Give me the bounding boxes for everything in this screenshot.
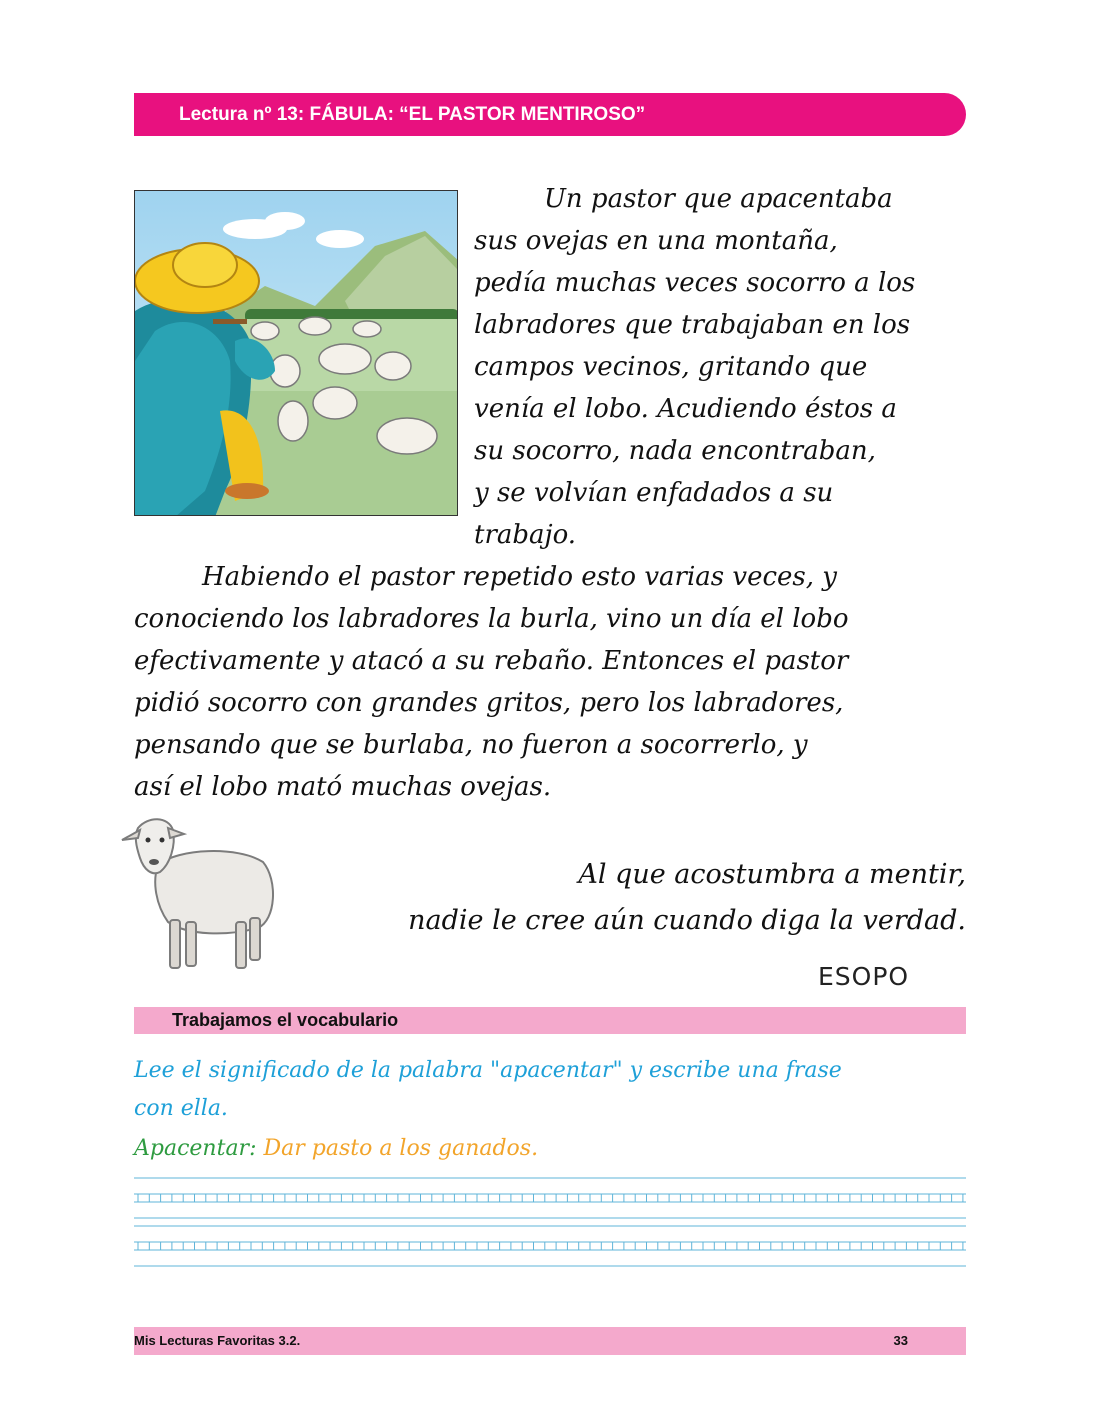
vocabulary-section-title: Trabajamos el vocabulario bbox=[172, 1010, 399, 1030]
vocabulary-definition bbox=[134, 1130, 968, 1168]
story-line: efectivamente y atacó a su rebaño. Entonces el pastor bbox=[134, 646, 849, 676]
story-line: su socorro, nada encontraban, bbox=[474, 436, 876, 466]
definition-text: Dar pasto a los ganados. bbox=[263, 1136, 539, 1161]
sheep-image bbox=[118, 810, 280, 976]
moral-line-2: nadie le cree aún cuando diga la verdad. bbox=[408, 905, 966, 936]
moral-line-1: Al que acostumbra a mentir, bbox=[578, 859, 966, 890]
story-line: Un pastor que apacentaba bbox=[544, 184, 893, 214]
story-line: venía el lobo. Acudiendo éstos a bbox=[474, 394, 897, 424]
shepherd-with-sheep-image bbox=[135, 191, 458, 516]
instruction-line: Lee el significado de la palabra "apacentar" y escribe una frase bbox=[134, 1058, 842, 1083]
vocabulary-instruction bbox=[134, 1052, 968, 1128]
handwriting-guide-lines bbox=[134, 1176, 966, 1274]
shepherd-illustration bbox=[134, 190, 458, 516]
handwriting-practice-area[interactable] bbox=[134, 1176, 966, 1274]
definition-term: Apacentar: bbox=[134, 1136, 257, 1161]
footer-book-title: Mis Lecturas Favoritas 3.2. bbox=[134, 1333, 301, 1348]
story-second-paragraph bbox=[134, 556, 968, 808]
author-name: ESOPO bbox=[818, 962, 910, 991]
story-line: labradores que trabajaban en los bbox=[474, 310, 911, 340]
footer-page-number: 33 bbox=[893, 1333, 908, 1348]
lesson-title: Lectura nº 13: FÁBULA: “EL PASTOR MENTIROSO” bbox=[179, 104, 646, 125]
story-line: Habiendo el pastor repetido esto varias veces, y bbox=[202, 562, 837, 592]
story-line: pensando que se burlaba, no fueron a socorrerlo, y bbox=[134, 730, 808, 760]
lesson-title-bar bbox=[134, 93, 966, 136]
story-line: trabajo. bbox=[474, 520, 577, 550]
story-line: pidió socorro con grandes gritos, pero los labradores, bbox=[134, 688, 844, 718]
vocabulary-section-header bbox=[134, 1007, 966, 1034]
sheep-illustration bbox=[118, 810, 280, 976]
story-intro-paragraph bbox=[474, 178, 968, 556]
instruction-line: con ella. bbox=[134, 1096, 228, 1121]
story-line: y se volvían enfadados a su bbox=[474, 478, 834, 508]
page-footer bbox=[134, 1327, 966, 1355]
story-line: conociendo los labradores la burla, vino un día el lobo bbox=[134, 604, 849, 634]
story-line: así el lobo mató muchas ovejas. bbox=[134, 772, 552, 802]
fable-moral bbox=[408, 852, 966, 944]
story-line: sus ovejas en una montaña, bbox=[474, 226, 838, 256]
story-line: campos vecinos, gritando que bbox=[474, 352, 868, 382]
story-line: pedía muchas veces socorro a los bbox=[474, 268, 916, 298]
